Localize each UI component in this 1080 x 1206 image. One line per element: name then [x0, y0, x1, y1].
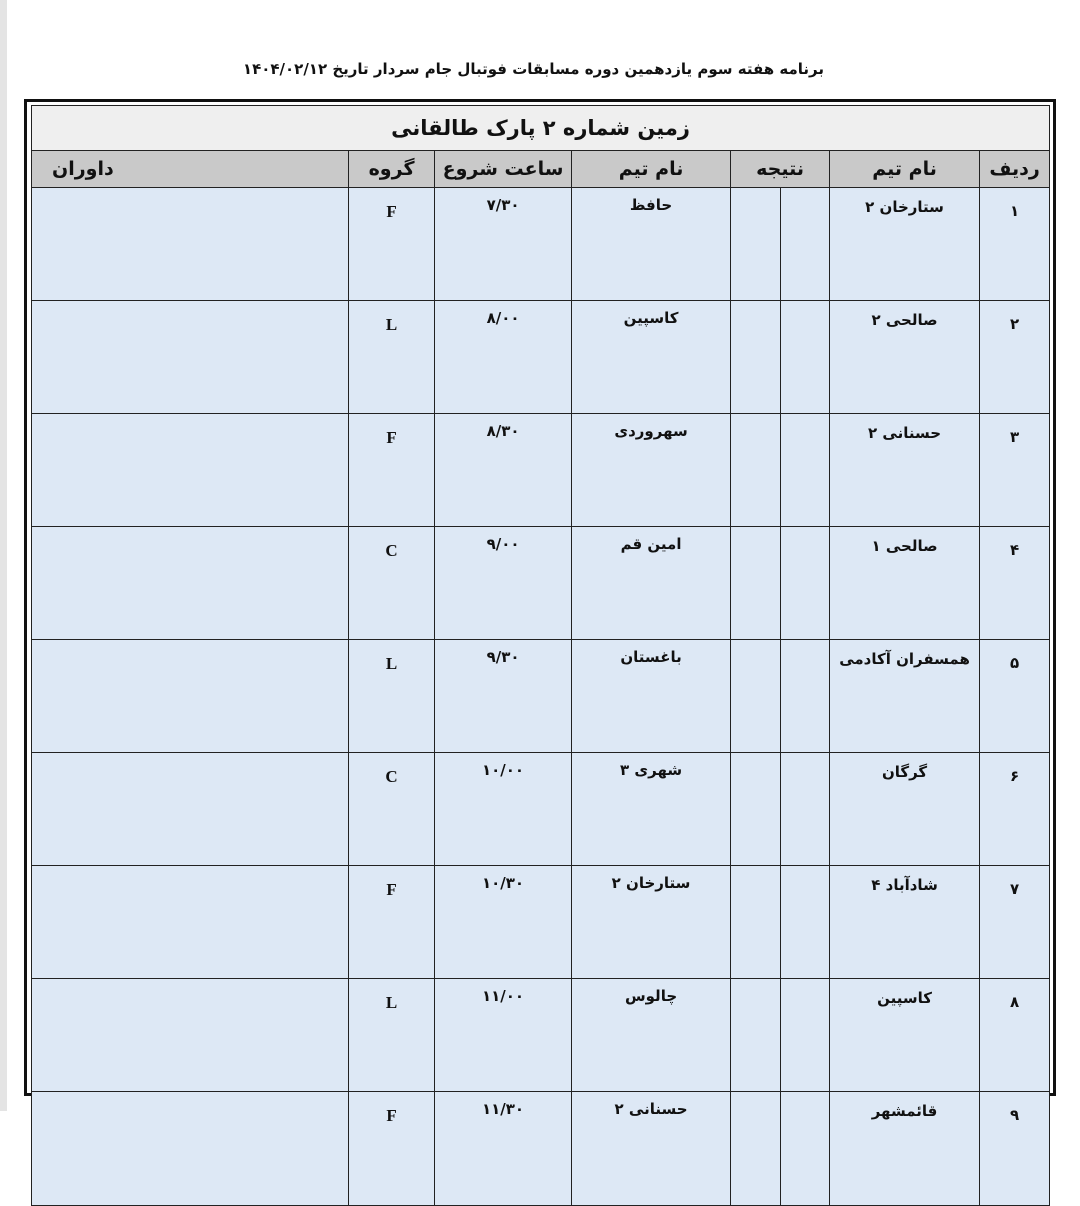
header-group: گروه: [349, 151, 435, 188]
row-number: ۸: [980, 979, 1050, 1092]
team-home-name: قائمشهر: [830, 1092, 980, 1206]
referees-cell: [32, 1092, 349, 1206]
start-time: ۱۱/۰۰: [435, 979, 572, 1092]
result-away-score: [731, 414, 781, 527]
team-away-name: سهروردی: [572, 414, 731, 527]
referees-cell: [32, 640, 349, 753]
table-row: [32, 188, 1050, 301]
start-time: ۸/۰۰: [435, 301, 572, 414]
team-away-name: حافظ: [572, 188, 731, 301]
table-row: [32, 1092, 1050, 1206]
result-away-score: [731, 1092, 781, 1206]
team-away-name: ستارخان ۲: [572, 866, 731, 979]
table-row: [32, 866, 1050, 979]
page-edge-shadow: [0, 0, 7, 1111]
table-body: [32, 188, 1050, 1206]
result-home-score: [781, 188, 830, 301]
venue-title: زمین شماره ۲ پارک طالقانی: [32, 106, 1050, 151]
team-home-name: کاسپین: [830, 979, 980, 1092]
referees-cell: [32, 414, 349, 527]
result-away-score: [731, 301, 781, 414]
schedule-table: [31, 105, 1050, 1206]
row-number: ۴: [980, 527, 1050, 640]
row-number: ۱: [980, 188, 1050, 301]
referees-cell: [32, 527, 349, 640]
start-time: ۱۰/۳۰: [435, 866, 572, 979]
table-row: [32, 527, 1050, 640]
result-home-score: [781, 753, 830, 866]
header-team-away: نام تیم: [572, 151, 731, 188]
referees-cell: [32, 301, 349, 414]
table-row: [32, 301, 1050, 414]
start-time: ۸/۳۰: [435, 414, 572, 527]
table-row: [32, 753, 1050, 866]
table-row: [32, 979, 1050, 1092]
result-home-score: [781, 1092, 830, 1206]
group-code: C: [349, 527, 435, 640]
row-number: ۹: [980, 1092, 1050, 1206]
team-home-name: همسفران آکادمی: [830, 640, 980, 753]
row-number: ۶: [980, 753, 1050, 866]
header-referees: داوران: [32, 151, 349, 188]
result-away-score: [731, 866, 781, 979]
start-time: ۱۰/۰۰: [435, 753, 572, 866]
header-result: نتیجه: [731, 151, 830, 188]
team-home-name: گرگان: [830, 753, 980, 866]
start-time: ۹/۰۰: [435, 527, 572, 640]
page-title: برنامه هفته سوم یازدهمین دوره مسابقات فوتبال جام سردار تاریخ ۱۴۰۴/۰۲/۱۲: [242, 60, 824, 78]
result-home-score: [781, 301, 830, 414]
team-home-name: حسنانی ۲: [830, 414, 980, 527]
row-number: ۲: [980, 301, 1050, 414]
result-home-score: [781, 414, 830, 527]
group-code: F: [349, 414, 435, 527]
result-away-score: [731, 979, 781, 1092]
referees-cell: [32, 188, 349, 301]
row-number: ۳: [980, 414, 1050, 527]
team-home-name: شادآباد ۴: [830, 866, 980, 979]
team-home-name: صالحی ۲: [830, 301, 980, 414]
team-away-name: باغستان: [572, 640, 731, 753]
team-away-name: کاسپین: [572, 301, 731, 414]
group-code: L: [349, 640, 435, 753]
referees-cell: [32, 979, 349, 1092]
referees-cell: [32, 866, 349, 979]
result-home-score: [781, 979, 830, 1092]
result-away-score: [731, 527, 781, 640]
result-away-score: [731, 640, 781, 753]
row-number: ۵: [980, 640, 1050, 753]
table-row: [32, 640, 1050, 753]
table-header-row: [32, 151, 1050, 188]
team-home-name: صالحی ۱: [830, 527, 980, 640]
table-row: [32, 414, 1050, 527]
start-time: ۷/۳۰: [435, 188, 572, 301]
result-home-score: [781, 866, 830, 979]
result-home-score: [781, 527, 830, 640]
start-time: ۱۱/۳۰: [435, 1092, 572, 1206]
team-home-name: ستارخان ۲: [830, 188, 980, 301]
referees-cell: [32, 753, 349, 866]
group-code: F: [349, 866, 435, 979]
result-home-score: [781, 640, 830, 753]
header-row-number: ردیف: [980, 151, 1050, 188]
group-code: F: [349, 188, 435, 301]
result-away-score: [731, 188, 781, 301]
header-start-time: ساعت شروع: [435, 151, 572, 188]
group-code: L: [349, 979, 435, 1092]
team-away-name: امین قم: [572, 527, 731, 640]
header-team-home: نام تیم: [830, 151, 980, 188]
start-time: ۹/۳۰: [435, 640, 572, 753]
group-code: C: [349, 753, 435, 866]
group-code: F: [349, 1092, 435, 1206]
team-away-name: حسنانی ۲: [572, 1092, 731, 1206]
team-away-name: چالوس: [572, 979, 731, 1092]
team-away-name: شهری ۳: [572, 753, 731, 866]
result-away-score: [731, 753, 781, 866]
row-number: ۷: [980, 866, 1050, 979]
group-code: L: [349, 301, 435, 414]
